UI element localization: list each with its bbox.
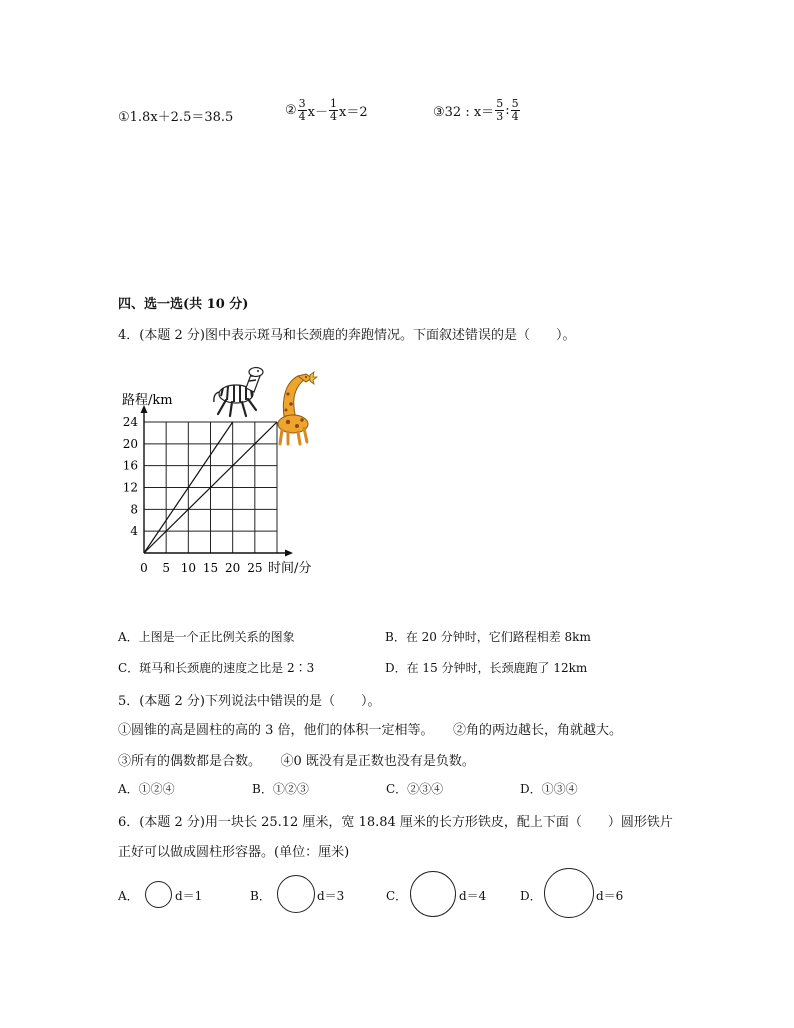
circle-d3-icon[interactable] — [277, 875, 315, 913]
x-tick-label: 5 — [162, 561, 170, 575]
fraction: $\frac{3}{4}$ — [298, 97, 306, 123]
question-5-stem: 5．(本题 2 分)下列说法中错误的是（ ）。 — [118, 694, 381, 709]
x-tick-label: 25 — [247, 561, 263, 575]
equation-3: ③32 : x＝ $\frac{5}{3}$ : $\frac{5}{4}$ — [433, 97, 519, 123]
question-4-stem: 4．(本题 2 分)图中表示斑马和长颈鹿的奔跑情况。下面叙述错误的是（ ）。 — [118, 328, 576, 343]
fraction: $\frac{5}{3}$ — [496, 97, 504, 123]
y-tick-label: 24 — [122, 415, 138, 429]
question-4-option-b[interactable]: B．在 20 分钟时，它们路程相差 8km — [385, 630, 591, 644]
circle-d6-icon[interactable] — [544, 868, 594, 918]
question-4-option-d[interactable]: D．在 15 分钟时，长颈鹿跑了 12km — [385, 661, 588, 675]
question-6-option-d-label[interactable]: d＝6 — [596, 889, 624, 903]
equation-1: ①1.8x＋2.5＝38.5 — [118, 110, 234, 125]
question-6-stem-line-2: 正好可以做成圆柱形容器。(单位：厘米) — [118, 845, 350, 860]
zebra-icon — [214, 368, 263, 417]
x-tick-label: 20 — [225, 561, 241, 575]
circle-d1-icon[interactable] — [145, 881, 172, 908]
x-axis-arrow — [285, 550, 293, 557]
question-5-option-b[interactable]: B．①②③ — [252, 782, 309, 796]
question-4-option-c[interactable]: C．斑马和长颈鹿的速度之比是 2∶3 — [118, 661, 315, 675]
y-tick-label: 12 — [122, 480, 138, 495]
fraction: $\frac{1}{4}$ — [330, 97, 337, 123]
y-tick-label: 4 — [130, 524, 138, 539]
question-5-statement-line-2: ③所有的偶数都是合数。 ④0 既没有是正数也没有是负数。 — [118, 754, 475, 769]
section-title: 四、选一选(共 10 分) — [118, 297, 249, 312]
y-tick-label: 20 — [122, 436, 138, 451]
x-tick-label: 15 — [202, 561, 219, 575]
question-6-option-b-label[interactable]: d＝3 — [317, 889, 345, 903]
fraction: $\frac{5}{4}$ — [511, 97, 519, 123]
question-6-option-a-label[interactable]: d＝1 — [175, 889, 203, 903]
question-6-stem-line-1: 6．(本题 2 分)用一块长 25.12 厘米，宽 18.84 厘米的长方形铁皮，配上下面（ ）圆形铁片 — [118, 815, 673, 830]
question-6-option-a-letter[interactable]: A． — [118, 889, 139, 903]
question-6-option-d-letter[interactable]: D． — [520, 889, 542, 903]
equation-2: ② $\frac{3}{4}$ x－ $\frac{1}{4}$ x＝2 — [285, 97, 368, 123]
question-5-option-a[interactable]: A．①②④ — [118, 782, 175, 796]
x-tick-label: 0 — [140, 561, 148, 575]
y-tick-label: 8 — [130, 502, 138, 517]
x-tick-label: 10 — [180, 561, 196, 575]
question-5-option-c[interactable]: C．②③④ — [386, 782, 444, 796]
question-6-option-b-letter[interactable]: B． — [250, 889, 271, 903]
question-5-option-d[interactable]: D．①③④ — [520, 782, 578, 796]
question-4-option-a[interactable]: A．上图是一个正比例关系的图象 — [118, 630, 295, 644]
question-6-option-c-label[interactable]: d＝4 — [459, 889, 487, 903]
circle-d4-icon[interactable] — [410, 871, 456, 917]
x-axis-label: 时间/分 — [268, 561, 312, 576]
question-6-option-c-letter[interactable]: C． — [386, 889, 408, 903]
giraffe-icon — [278, 372, 317, 444]
y-axis-label: 路程/km — [122, 393, 173, 408]
distance-time-graph — [110, 362, 340, 582]
y-tick-label: 16 — [122, 458, 138, 473]
question-5-statement-line-1: ①圆锥的高是圆柱的高的 3 倍，他们的体积一定相等。 ②角的两边越长，角就越大。 — [118, 723, 623, 738]
